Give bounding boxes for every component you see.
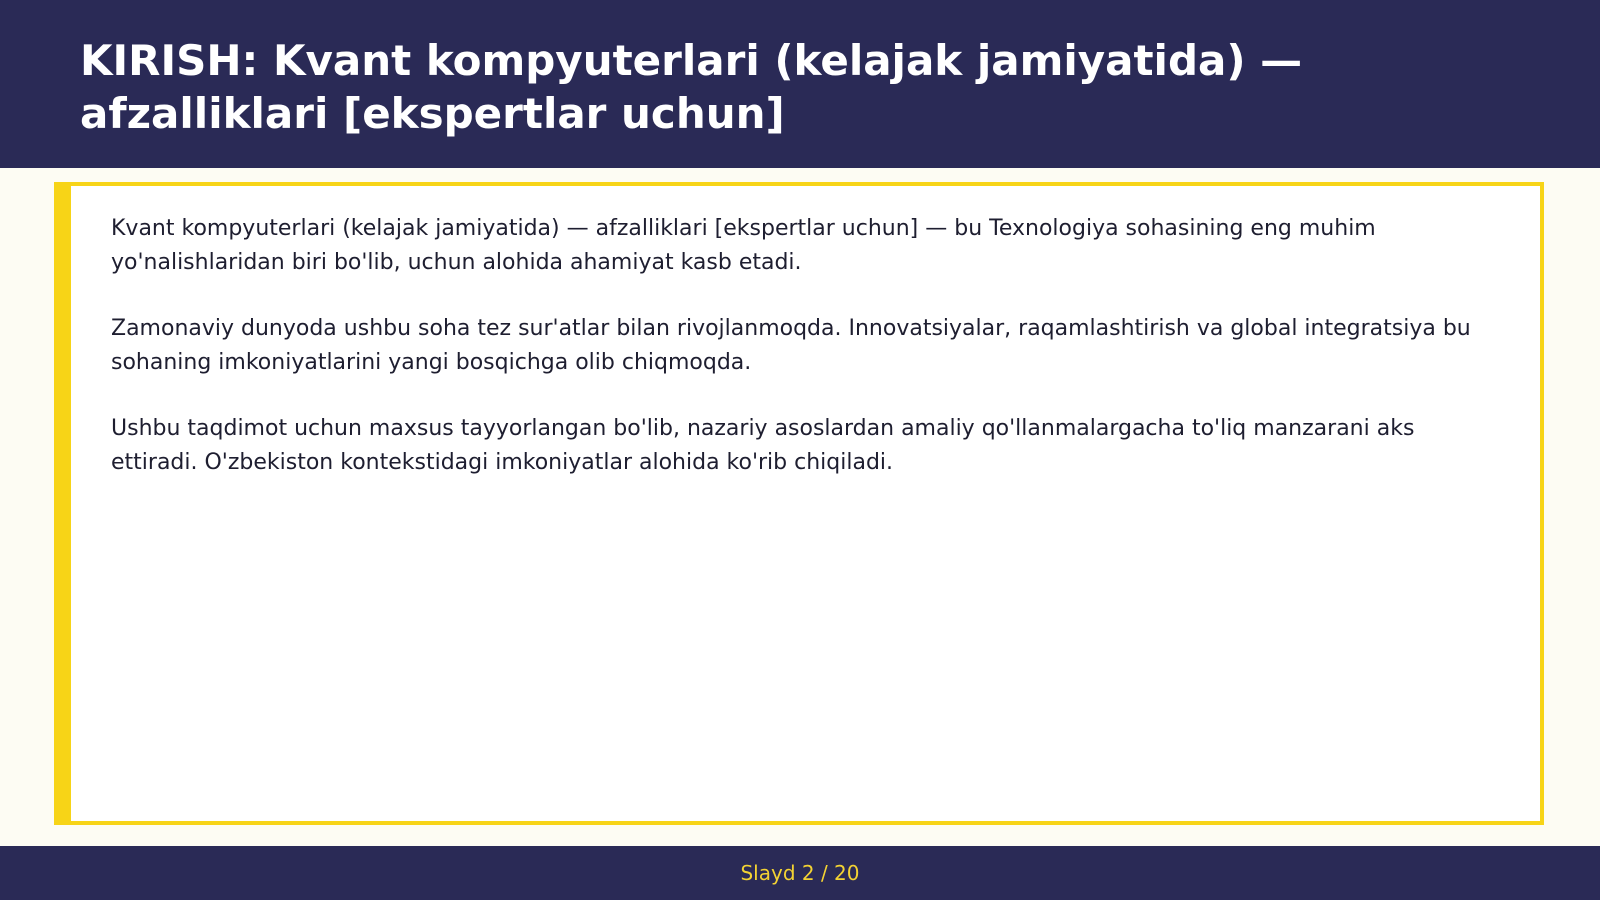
paragraph-1: Kvant kompyuterlari (kelajak jamiyatida) — afzalliklari [ekspertlar uchun] — bu Texnologiya sohasining eng muhim yo'nalishlaridan biri bo'lib, uchun alohida ahamiyat kasb etadi. (111, 216, 1376, 275)
paragraph-2: Zamonaviy dunyoda ushbu soha tez sur'atlar bilan rivojlanmoqda. Innovatsiyalar, raqamlashtirish va global integratsiya bu sohaning imkoniyatlarini yangi bosqichga olib chiqmoqda. (111, 316, 1471, 375)
slide-title: KIRISH: Kvant kompyuterlari (kelajak jamiyatida) — afzalliklari [ekspertlar uchun] (80, 36, 1303, 138)
slide-footer (0, 846, 1600, 900)
slide-header (0, 0, 1600, 168)
slide-body (111, 212, 1501, 512)
slide-counter: Slayd 2 / 20 (740, 861, 860, 885)
paragraph-3: Ushbu taqdimot uchun maxsus tayyorlangan bo'lib, nazariy asoslardan amaliy qo'llanmalargacha to'liq manzarani aks ettiradi. O'zbekiston kontekstidagi imkoniyatlar alohida ko'rib chiqiladi. (111, 416, 1415, 475)
